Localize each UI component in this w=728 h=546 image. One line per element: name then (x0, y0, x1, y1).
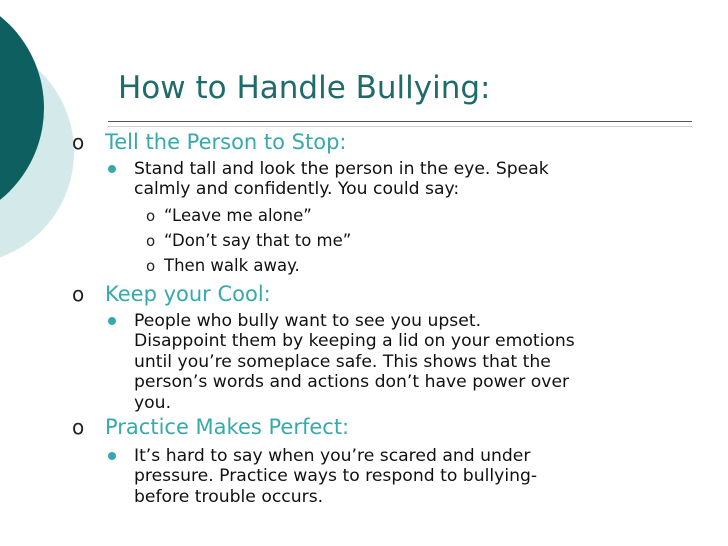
circle-bullet-icon: ο (146, 257, 156, 275)
sub-item-text: “Leave me alone” (164, 206, 312, 225)
circle-bullet-icon: ο (72, 130, 85, 154)
slide-title: How to Handle Bullying: (118, 70, 491, 106)
decorative-circles (0, 0, 120, 300)
bullet-line: Stand tall and look the person in the eye. Speak (134, 159, 549, 179)
circle-bullet-icon: ο (72, 415, 85, 439)
bullet-line: before trouble occurs. (134, 486, 324, 507)
section-heading-text: Keep your Cool: (105, 282, 271, 306)
sub-item-text: “Don’t say that to me” (164, 231, 352, 250)
bullet-line: you. (134, 392, 172, 413)
dot-bullet-icon (108, 165, 116, 173)
bullet-line: person’s words and actions don’t have power over (134, 372, 570, 393)
circle-bullet-icon: ο (72, 282, 85, 306)
circle-bullet-icon: ο (146, 232, 156, 250)
bullet-line: until you’re someplace safe. This shows that the (134, 351, 551, 372)
bullet-text (134, 311, 696, 413)
section-heading-text: Practice Makes Perfect: (105, 415, 350, 439)
bullet-text (134, 159, 696, 200)
sub-item-text: Then walk away. (164, 256, 300, 275)
bullet-line: pressure. Practice ways to respond to bullying- (134, 466, 538, 487)
bullet-line: calmly and confidently. You could say: (134, 179, 460, 200)
dot-bullet-icon (108, 317, 116, 325)
bullet-text (134, 446, 696, 507)
section-heading-text: Tell the Person to Stop: (105, 130, 347, 154)
title-underline-shadow (108, 126, 692, 127)
bullet-line: People who bully want to see you upset. (134, 311, 482, 331)
circle-bullet-icon: ο (146, 207, 156, 225)
title-underline (108, 121, 692, 122)
dot-bullet-icon (108, 452, 116, 460)
bullet-line: Disappoint them by keeping a lid on your emotions (134, 331, 575, 352)
bullet-line: It’s hard to say when you’re scared and under (134, 446, 531, 466)
